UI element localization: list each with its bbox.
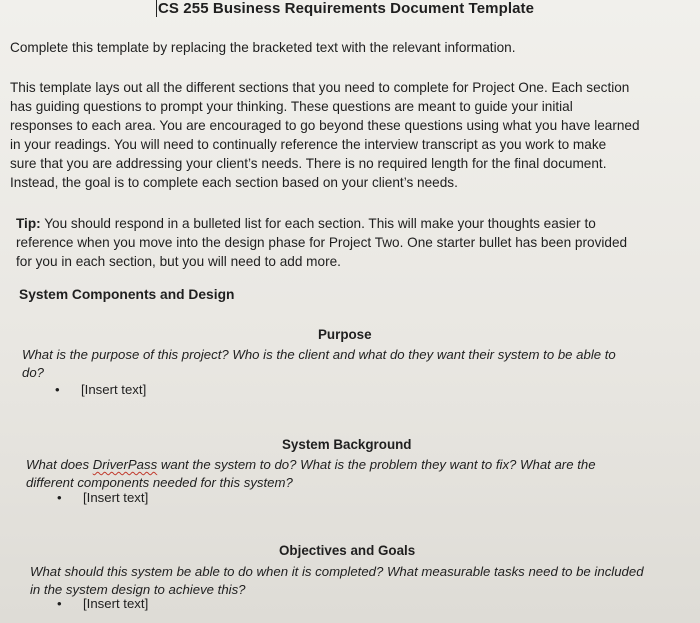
system-background-bullet[interactable] xyxy=(57,490,148,505)
question-line: do? xyxy=(22,365,45,380)
system-background-question xyxy=(26,456,686,492)
question-line: What should this system be able to do when it is completed? What measurable tasks need to be included xyxy=(30,564,644,579)
spellcheck-word[interactable]: DriverPass xyxy=(92,457,158,472)
bullet-marker: • xyxy=(57,490,62,505)
paragraph-line: reference when you move into the design phase for Project Two. One starter bullet has been provided xyxy=(16,235,628,250)
paragraph-line: sure that you are addressing your client’s needs. There is no required length for the final document. xyxy=(10,156,607,171)
objectives-goals-question xyxy=(30,563,690,599)
purpose-bullet[interactable] xyxy=(55,382,146,397)
placeholder-text: [Insert text] xyxy=(81,382,147,397)
tip-label: Tip: xyxy=(16,216,41,231)
placeholder-text: [Insert text] xyxy=(83,490,149,505)
paragraph-line: This template lays out all the different sections that you need to complete for Project One. Each section xyxy=(10,80,630,95)
paragraph-line: for you in each section, but you will need to add more. xyxy=(16,254,341,269)
template-description-paragraph xyxy=(10,78,695,192)
paragraph-line: responses to each area. You are encouraged to go beyond these questions using what you have learned xyxy=(10,118,640,133)
question-line: different components needed for this system? xyxy=(26,475,293,490)
document-title: CS 255 Business Requirements Document Template xyxy=(158,0,535,17)
bullet-marker: • xyxy=(57,596,62,611)
purpose-question xyxy=(22,346,692,382)
objectives-goals-bullet[interactable] xyxy=(57,596,148,611)
question-line: What does DriverPass want the system to do? What is the problem they want to fix? What are the xyxy=(26,457,596,472)
section-heading: System Components and Design xyxy=(19,287,235,302)
text-cursor xyxy=(156,0,157,17)
bullet-marker: • xyxy=(55,382,60,397)
intro-paragraph: Complete this template by replacing the bracketed text with the relevant information. xyxy=(10,40,516,55)
purpose-heading: Purpose xyxy=(318,327,372,342)
paragraph-line: Instead, the goal is to complete each section based on your client’s needs. xyxy=(10,175,458,190)
paragraph-line: in your readings. You will need to continually reference the interview transcript as you work to make xyxy=(10,137,607,152)
paragraph-line: Tip: You should respond in a bulleted list for each section. This will make your thoughts easier to xyxy=(16,216,596,231)
paragraph-line: has guiding questions to prompt your thinking. These questions are meant to guide your initial xyxy=(10,99,573,114)
system-background-heading: System Background xyxy=(282,437,412,452)
tip-paragraph xyxy=(16,214,686,271)
question-line: What is the purpose of this project? Who is the client and what do they want their system to be able to xyxy=(22,347,616,362)
objectives-goals-heading: Objectives and Goals xyxy=(279,543,416,558)
placeholder-text: [Insert text] xyxy=(83,596,149,611)
question-line: in the system design to achieve this? xyxy=(30,582,246,597)
